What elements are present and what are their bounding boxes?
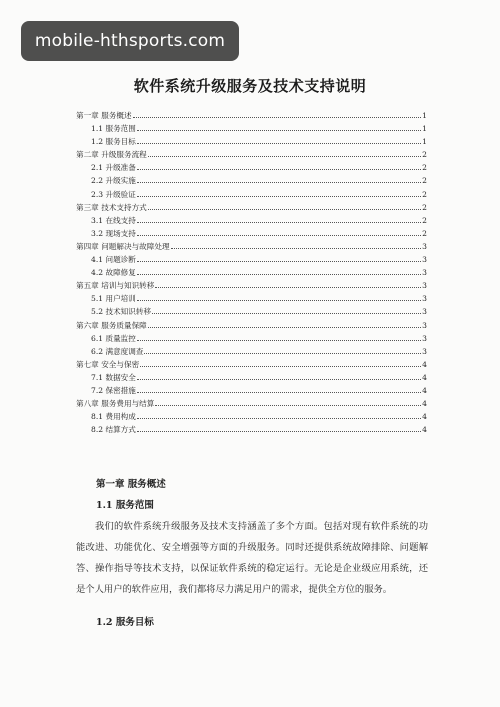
section-heading: 1.1 服务范围 <box>96 500 154 511</box>
toc-section-entry[interactable] <box>76 332 427 345</box>
toc-chapter-entry[interactable] <box>76 201 427 214</box>
toc-page-number: 3 <box>422 333 427 343</box>
toc-page-number: 1 <box>422 137 427 147</box>
table-of-contents <box>76 109 427 436</box>
toc-entry-title: 7.2 保密措施 <box>91 385 136 395</box>
toc-section-entry[interactable] <box>76 345 427 358</box>
toc-entry-title: 5.1 用户培训 <box>91 294 136 304</box>
toc-dot-leader <box>155 404 421 406</box>
toc-page-number: 4 <box>422 359 427 369</box>
toc-entry-title: 第五章 培训与知识转移 <box>76 281 155 291</box>
toc-chapter-entry[interactable] <box>76 109 427 122</box>
toc-entry-title: 8.2 结算方式 <box>91 425 136 435</box>
toc-section-entry[interactable] <box>76 371 427 384</box>
toc-dot-leader <box>133 116 422 118</box>
toc-entry-title: 第一章 服务概述 <box>76 111 132 120</box>
toc-entry-title: 第八章 服务费用与结算 <box>76 399 155 409</box>
toc-page-number: 2 <box>422 176 427 186</box>
toc-dot-leader <box>137 181 421 183</box>
toc-page-number: 3 <box>422 294 427 304</box>
toc-dot-leader <box>148 208 421 210</box>
toc-page-number: 3 <box>422 320 427 330</box>
toc-page-number: 3 <box>422 241 427 251</box>
toc-page-number: 3 <box>422 255 427 265</box>
toc-section-entry[interactable] <box>76 423 427 436</box>
toc-page-number: 2 <box>422 150 427 160</box>
body-paragraph: 我们的软件系统升级服务及技术支持涵盖了多个方面。包括对现有软件系统的功能改进、功能优化、安全增强等方面的升级服务。同时还提供系统故障排除、问题解答、操作指导等技术支持，以保证软件系统的稳定运行。无论是企业级应用系统，还是个人用户的软件应用，我们都将尽力满足用户的需求，提供全方位的服务。 <box>76 521 428 595</box>
toc-section-entry[interactable] <box>76 174 427 187</box>
toc-dot-leader <box>137 299 421 301</box>
toc-section-entry[interactable] <box>76 410 427 423</box>
toc-entry-title: 3.2 现场支持 <box>91 228 136 238</box>
toc-page-number: 3 <box>422 307 427 317</box>
toc-entry-title: 第二章 升级服务流程 <box>76 150 147 160</box>
toc-entry-title: 2.3 升级验证 <box>91 189 136 199</box>
toc-chapter-entry[interactable] <box>76 358 427 371</box>
toc-entry-title: 3.1 在线支持 <box>91 215 136 225</box>
toc-section-entry[interactable] <box>76 135 427 148</box>
toc-entry-title: 2.1 升级准备 <box>91 163 136 173</box>
toc-page-number: 2 <box>422 215 427 225</box>
toc-dot-leader <box>155 286 421 288</box>
toc-page-number: 2 <box>422 163 427 173</box>
toc-page-number: 1 <box>422 111 427 120</box>
toc-dot-leader <box>148 326 421 328</box>
toc-entry-title: 7.1 数据安全 <box>91 372 136 382</box>
toc-chapter-entry[interactable] <box>76 319 427 332</box>
toc-page-number: 4 <box>422 412 427 422</box>
toc-section-entry[interactable] <box>76 266 427 279</box>
toc-chapter-entry[interactable] <box>76 240 427 253</box>
toc-page-number: 2 <box>422 202 427 212</box>
toc-dot-leader <box>137 260 421 262</box>
toc-page-number: 2 <box>422 228 427 238</box>
toc-section-entry[interactable] <box>76 161 427 174</box>
toc-dot-leader <box>171 247 422 249</box>
toc-section-entry[interactable] <box>76 188 427 201</box>
toc-section-entry[interactable] <box>76 253 427 266</box>
toc-dot-leader <box>137 195 421 197</box>
toc-section-entry[interactable] <box>76 214 427 227</box>
toc-page-number: 4 <box>422 399 427 409</box>
toc-dot-leader <box>137 221 421 223</box>
toc-dot-leader <box>137 168 421 170</box>
toc-section-entry[interactable] <box>76 305 427 318</box>
toc-entry-title: 8.1 费用构成 <box>91 412 136 422</box>
toc-entry-title: 1.1 服务范围 <box>91 124 136 134</box>
toc-dot-leader <box>144 352 421 354</box>
toc-entry-title: 第七章 安全与保密 <box>76 359 140 369</box>
toc-dot-leader <box>137 417 421 419</box>
toc-entry-title: 第六章 服务质量保障 <box>76 320 147 330</box>
toc-entry-title: 2.2 升级实施 <box>91 176 136 186</box>
toc-page-number: 4 <box>422 372 427 382</box>
toc-chapter-entry[interactable] <box>76 279 427 292</box>
toc-dot-leader <box>137 430 421 432</box>
chapter-heading: 第一章 服务概述 <box>96 479 166 490</box>
toc-dot-leader <box>152 312 421 314</box>
toc-entry-title: 1.2 服务目标 <box>91 137 136 147</box>
watermark-banner: mobile-hthsports.com <box>21 21 239 61</box>
section-heading: 1.2 服务目标 <box>96 617 154 628</box>
toc-dot-leader <box>137 378 421 380</box>
document-title: 软件系统升级服务及技术支持说明 <box>133 77 367 95</box>
toc-entry-title: 4.2 故障修复 <box>91 268 136 278</box>
toc-page-number: 4 <box>422 385 427 395</box>
toc-dot-leader <box>137 142 421 144</box>
toc-section-entry[interactable] <box>76 292 427 305</box>
toc-section-entry[interactable] <box>76 122 427 135</box>
toc-page-number: 1 <box>422 124 427 134</box>
toc-dot-leader <box>137 129 421 131</box>
toc-entry-title: 4.1 问题诊断 <box>91 255 136 265</box>
toc-page-number: 2 <box>422 189 427 199</box>
toc-page-number: 4 <box>422 425 427 435</box>
toc-dot-leader <box>137 339 421 341</box>
toc-page-number: 3 <box>422 268 427 278</box>
toc-dot-leader <box>137 273 421 275</box>
toc-chapter-entry[interactable] <box>76 148 427 161</box>
toc-section-entry[interactable] <box>76 384 427 397</box>
toc-entry-title: 第三章 技术支持方式 <box>76 202 147 212</box>
toc-page-number: 3 <box>422 346 427 356</box>
toc-page-number: 3 <box>422 281 427 291</box>
toc-dot-leader <box>137 234 421 236</box>
toc-entry-title: 第四章 问题解决与故障处理 <box>76 241 170 251</box>
toc-section-entry[interactable] <box>76 227 427 240</box>
toc-dot-leader <box>148 155 421 157</box>
toc-entry-title: 6.1 质量监控 <box>91 333 136 343</box>
toc-dot-leader <box>137 391 421 393</box>
toc-dot-leader <box>140 365 421 367</box>
toc-entry-title: 6.2 满意度调查 <box>91 346 144 356</box>
toc-entry-title: 5.2 技术知识转移 <box>91 307 152 317</box>
toc-chapter-entry[interactable] <box>76 397 427 410</box>
